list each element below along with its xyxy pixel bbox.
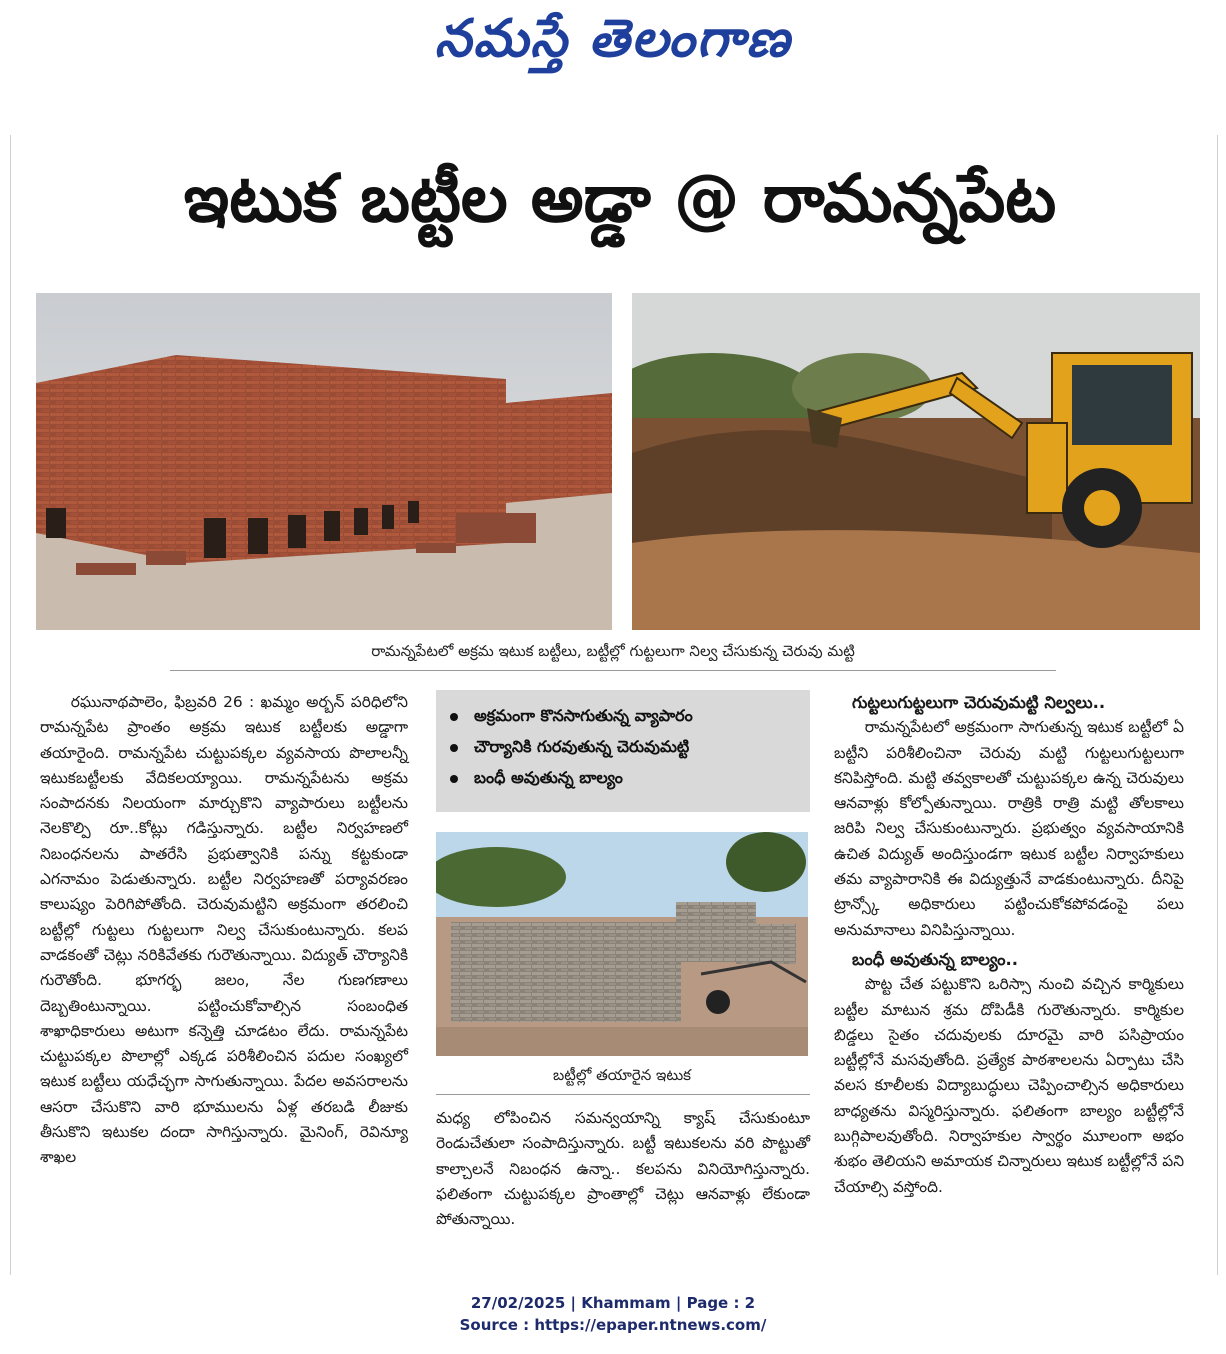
article-headline: ఇటుక బట్టీల అడ్డా @ రామన్నపేట: [183, 160, 1057, 237]
article-column-2: [436, 1106, 810, 1246]
article-column-1: [40, 690, 408, 1240]
highlights-box: [436, 690, 810, 812]
highlight-item: బంధీ అవుతున్న బాల్యం: [450, 762, 810, 793]
photo-divider: [436, 1094, 810, 1095]
article-paragraph: మధ్య లోపించిన సమన్వయాన్ని క్యాష్ చేసుకుంటూ రెండుచేతులా సంపాదిస్తున్నారు. బట్టీ ఇటుకలను వరి పొట్టుతో కాల్చాలనే నిబంధన ఉన్నా.. కలపను వినియోగిస్తున్నారు. ఫలితంగా చుట్టుపక్కల ప్రాంతాల్లో చెట్లు ఆనవాళ్లు లేకుండా పోతున్నాయి.: [436, 1109, 810, 1229]
newspaper-masthead: నమస్తే తెలంగాణ: [434, 8, 792, 69]
subheading: బంధీ అవుతున్న బాల్యం..: [852, 949, 1019, 969]
caption-divider: [170, 670, 1056, 671]
stacked-bricks-photo: [436, 832, 808, 1056]
article-paragraph: రఘునాథపాలెం, ఫిబ్రవరి 26 : ఖమ్మం అర్బన్ పరిధిలోని రామన్నపేట ప్రాంతం అక్రమ ఇటుక బట్టీలకు అడ్డాగా తయారైంది. రామన్నపేట చుట్టుపక్కల వ్యవసాయ పొలాలన్నీ ఇటుకబట్టీలకు వేదికలయ్యాయి. రామన్నపేటను అక్రమ సంపాదనకు నిలయంగా మార్చుకొని వ్యాపారులు బట్టీలను నెలకొల్పి రూ..కోట్లు గడిస్తున్నారు. బట్టీల నిర్వహణలో నిబంధనలను పాతరేసి ప్రభుత్వానికి పన్ను కట్టకుండా ఎగనామం పెడుతున్నారు. బట్టీల నిర్వహణతో పర్యావరణం కాలుష్యం పెరిగిపోతోంది. చెరువుమట్టిని అక్రమంగా తరలించి బట్టీల్లో గుట్టలు గుట్టలుగా నిల్వ చేసుకుంటున్నారు. కలప వాడకంతో చెట్లు నరికివేతకు గురౌతున్నాయి. విద్యుత్ చౌర్యానికి గురౌతోంది. భూగర్భ జలం, నేల గుణగణాలు దెబ్బతింటున్నాయి. పట్టించుకోవాల్సిన సంబంధిత శాఖాధికారులు అటుగా కన్నెత్తి చూడటం లేదు. రామన్నపేట చుట్టుపక్కల పొలాల్లో ఎక్కడ పరిశీలించిన పదుల సంఖ్యలో ఇటుక బట్టీలు యధేచ్ఛగా సాగుతున్నాయి. పేదల అవసరాలను ఆసరా చేసుకొని వారి భూములను ఏళ్ల తరబడి లీజుకు తీసుకొని ఇటుకల దందా సాగిస్తున్నారు. మైనింగ్, రెవిన్యూ శాఖల: [40, 693, 408, 1167]
bullet-icon: [450, 775, 458, 783]
middle-photo-caption: బట్టీల్లో తయారైన ఇటుక: [553, 1066, 691, 1084]
article-paragraph: పొట్ట చేత పట్టుకొని ఒరిస్సా నుంచి వచ్చిన కార్మికులు బట్టీల మాటున శ్రమ దోపిడీకి గురౌతున్నారు. కార్మికుల బిడ్డలు సైతం చదువులకు దూరమై వారి పసిప్రాయం బట్టీల్లోనే మసవుతోంది. ప్రత్యేక పాఠశాలలను ఏర్పాటు చేసి వలస కూలీలకు విద్యాబుద్ధులు చెప్పించాల్సిన అధికారులు బాధ్యతను విస్మరిస్తున్నారు. ఫలితంగా బాల్యం బట్టీల్లోనే బుగ్గిపాలవుతోంది. నిర్వాహకుల స్వార్థం మూలంగా అభం శుభం తెలియని అమాయక చిన్నారులు ఇటుక బట్టీల్లోనే పని చేయాల్సి వస్తోంది.: [834, 975, 1184, 1196]
article-column-3: [834, 690, 1184, 1250]
source-url: Source : https://epaper.ntnews.com/: [459, 1316, 767, 1334]
highlight-item: చౌర్యానికి గురవుతున్న చెరువుమట్టి: [450, 731, 810, 762]
bullet-icon: [450, 713, 458, 721]
edition-info: 27/02/2025 | Khammam | Page : 2: [470, 1294, 756, 1312]
subheading: గుట్టలుగుట్టలుగా చెరువుమట్టి నిల్వలు..: [852, 693, 1106, 712]
article-paragraph: రామన్నపేటలో అక్రమంగా సాగుతున్న ఇటుక బట్టీలో ఏ బట్టీని పరిశీలించినా చెరువు మట్టి గుట్టలుగుట్టలుగా కనిపిస్తోంది. మట్టి తవ్వకాలతో చుట్టుపక్కల ఉన్న చెరువులు ఆనవాళ్లు కోల్పోతున్నాయి. రాత్రికి రాత్రి మట్టి తోలకాలు జరిపి నిల్వ చేసుకుంటున్నారు. ప్రభుత్వం వ్యవసాయానికి ఉచిత విద్యుత్ అందిస్తుండగా ఇటుక బట్టీల నిర్వాహకులు తమ వ్యాపారానికి ఈ విద్యుత్తునే వాడకుంటున్నారు. దీనిపై ట్రాన్స్కో అధికారులు పట్టించుకోకపోవడంపై పలు అనుమానాలు వినిపిస్తున్నాయి.: [834, 718, 1184, 939]
top-photo-caption: రామన్నపేటలో అక్రమ ఇటుక బట్టీలు, బట్టీల్లో గుట్టలుగా నిల్వ చేసుకున్న చెరువు మట్టి: [371, 642, 855, 660]
bullet-icon: [450, 744, 458, 752]
excavator-photo: [632, 293, 1200, 630]
brick-kiln-photo: [36, 293, 612, 630]
highlight-item: అక్రమంగా కొనసాగుతున్న వ్యాపారం: [450, 700, 810, 731]
